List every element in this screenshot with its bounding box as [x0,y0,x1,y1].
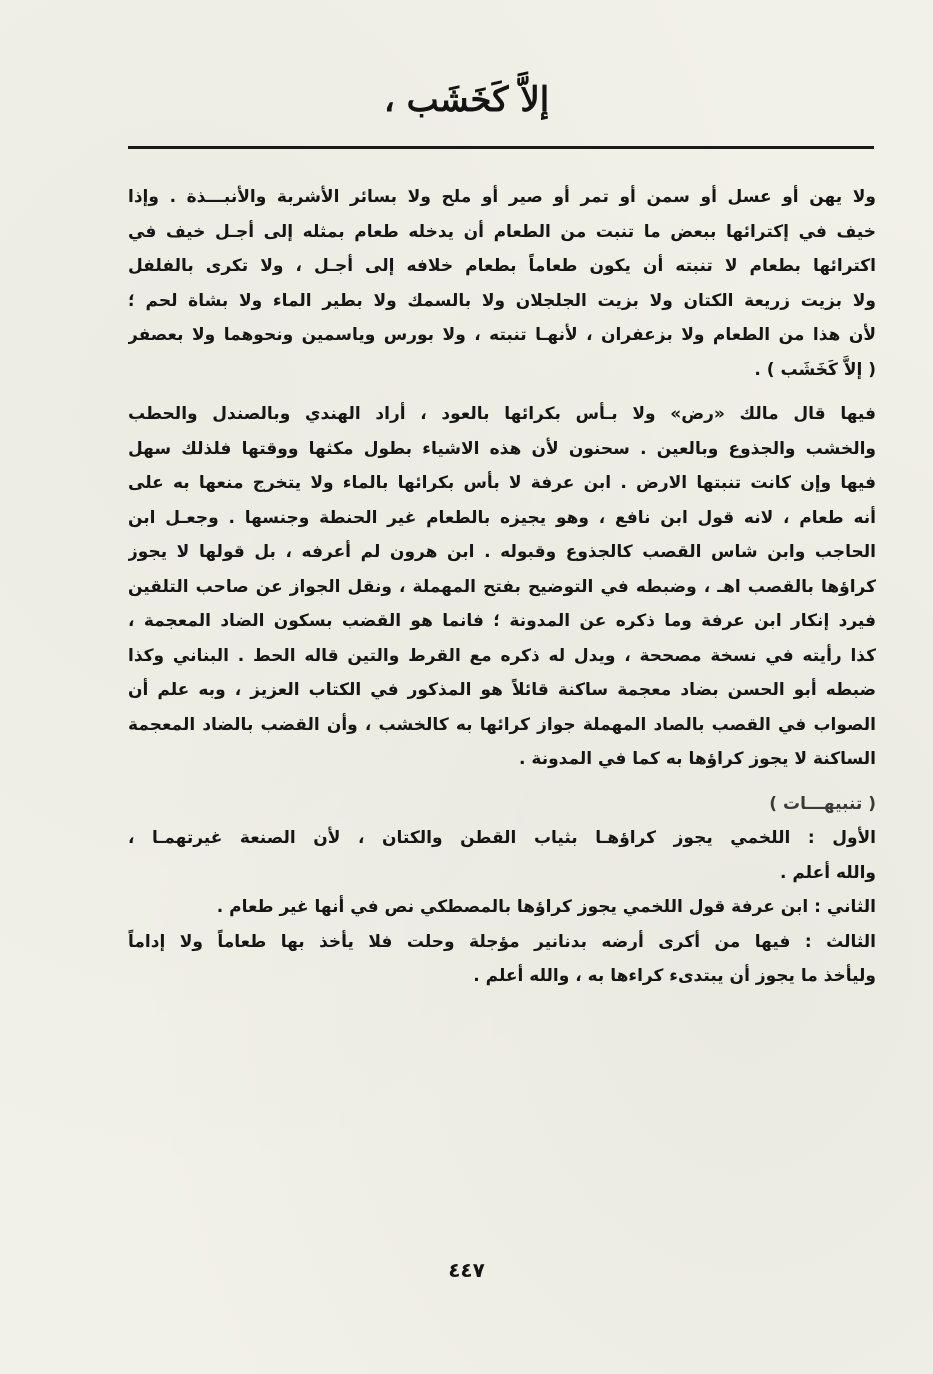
notes-section [128,787,876,994]
text-line: ولا يهن أو عسل أو سمن أو تمر أو صير أو ملح ولا بسائر الأشربة والأنبـــذة . وإذا [128,187,876,207]
note-line: وليأخذ ما يجوز أن يبتدىء كراءها به ، والله أعلم . [473,966,876,986]
text-line: الحاجب وابن شاس القصب كالجذوع وقبوله . ابن هرون لم أعرفه ، بل قولها لا يجوز [128,542,876,562]
header-rule [128,146,874,149]
page-number: ٤٤٧ [448,1258,485,1282]
text-line: لأن هذا من الطعام ولا بزعفران ، لأنهـا تنبته ، ولا بورس وياسمين ونحوهما ولا بعصفر [128,325,876,345]
notes-heading: ( تنبيهـــات ) [769,793,876,814]
text-line: أنه طعام ، لانه قول ابن نافع ، وهو يجيزه بالطعام غير الحنطة وجنسها . وجعـل ابن [128,507,876,528]
text-line: خيف في إكترائها ببعض ما تنبت من الطعام أن يدخله طعام بمثله إلى أجـل خيف في [128,221,876,242]
paragraph-1 [128,180,876,387]
text-line: فيها قال مالك «رض» ولا بـأس بكرائها بالعود ، أراد الهندي وبالصندل والحطب [128,404,876,424]
text-line: اكترائها بطعام لا تنبته أن يكون طعاماً بطعام خلافه إلى أجـل ، ولا تكرى بالفلفل [128,256,876,276]
note-line: والله أعلم . [779,862,876,883]
paragraph-gap [128,777,876,787]
note-line: الثاني : ابن عرفة قول اللخمي يجوز كراؤها بالمصطكي نص في أنها غير طعام . [216,897,876,917]
text-line: كراؤها بالقصب اهـ ، وضبطه في التوضيح بفتح المهملة ، ونقل الجواز عن صاحب التلقين [128,576,876,597]
text-line: الصواب في القصب بالصاد المهملة جواز كرائها به كالخشب ، وأن القضب بالضاد المعجمة [128,714,876,735]
text-line: فيها وإن كانت تنبتها الارض . ابن عرفة لا بأس بكرائها بالماء ولا يتخرج منعها به على [128,473,876,493]
text-line: والخشب والجذوع وبالعين . سحنون لأن هذه الاشياء بطول مكثها ووقتها فلذلك سهل [128,438,876,459]
paragraph-2 [128,397,876,777]
text-line: ( إلاَّ كَخَشَب ) . [754,359,876,380]
paragraph-gap [128,387,876,397]
note-line: الثالث : فيها من أكرى أرضه بدنانير مؤجلة وحلت فلا يأخذ بها طعاماً ولا إداماً [128,931,876,952]
text-line: كذا رأيته في نسخة مصححة ، ويدل له ذكره مع القرط والتين قاله الحط . البناني وكذا [128,645,876,666]
text-line: فيرد إنكار ابن عرفة وما ذكره عن المدونة ؛ فانما هو القضب بسكون الضاد المعجمة ، [128,611,876,631]
text-line: ولا بزيت زريعة الكتان ولا بزيت الجلجلان ولا بالسمك ولا بطير الماء ولا بشاة لحم ؛ [128,290,876,311]
page-header-title: إلاَّ كَخَشَب ، [383,80,550,120]
text-line: الساكنة لا يجوز كراؤها به كما في المدونة . [519,749,876,769]
text-line: ضبطه أبو الحسن بضاد معجمة ساكنة قائلاً هو المذكور في الكتاب العزيز ، وبه علم أن [128,680,876,700]
note-line: الأول : اللخمي يجوز كراؤهـا بثياب القطن والكتان ، لأن الصنعة غيرتهمـا ، [128,828,876,848]
page-body-text [128,180,876,994]
